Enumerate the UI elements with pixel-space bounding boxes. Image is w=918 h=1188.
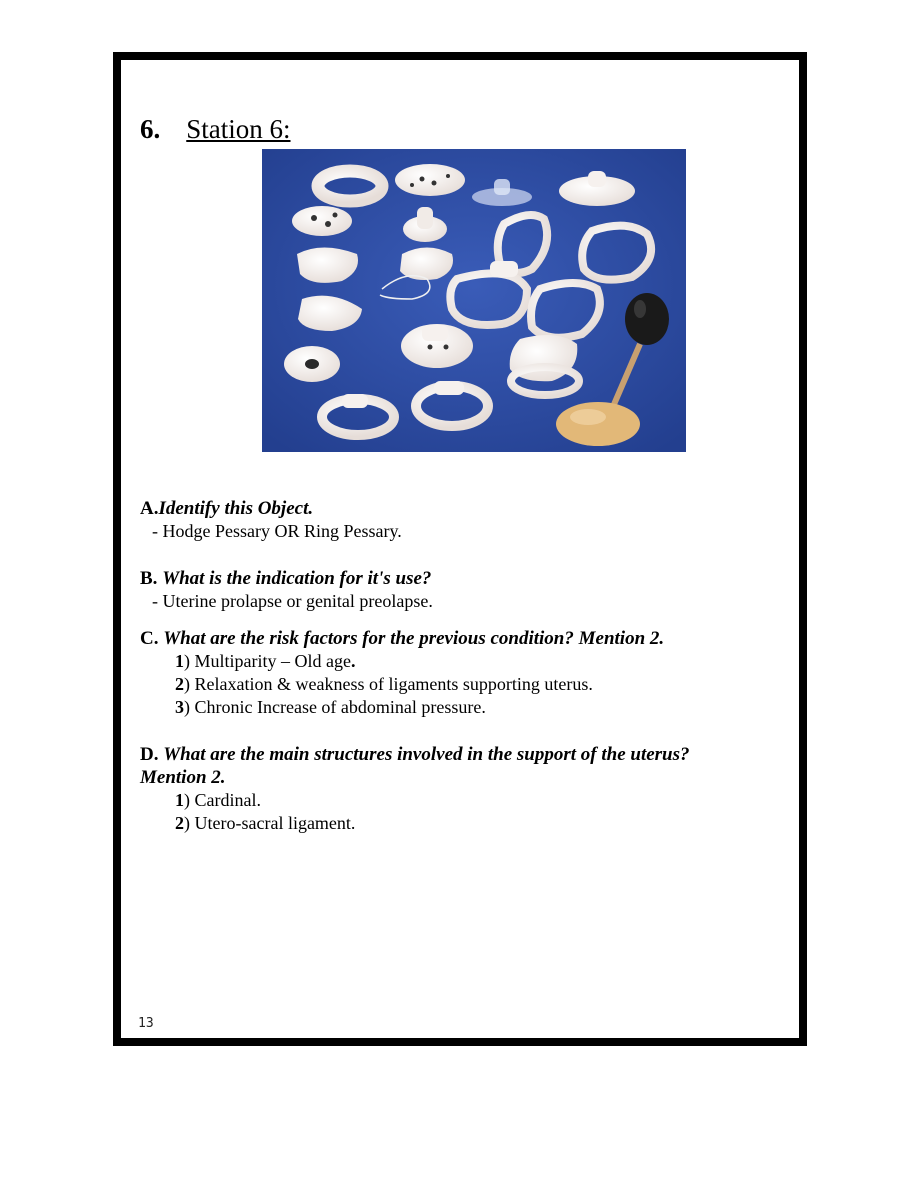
answer-a: - Hodge Pessary OR Ring Pessary.	[152, 521, 402, 541]
question-c	[140, 627, 664, 650]
question-c-text: What are the risk factors for the previous condition? Mention 2.	[163, 628, 665, 649]
question-b	[140, 567, 431, 590]
pessary-photo	[262, 149, 686, 452]
question-d-line2: Mention 2.	[140, 767, 226, 788]
question-d-letter: D.	[140, 744, 159, 765]
station-number: 6.	[140, 114, 161, 144]
station-title: Station 6:	[186, 114, 291, 144]
question-b-letter: B.	[140, 568, 158, 589]
station-heading	[140, 112, 291, 146]
answer-b: - Uterine prolapse or genital preolapse.	[152, 591, 433, 611]
question-a-text: Identify this Object.	[158, 498, 314, 519]
list-item: 3) Chronic Increase of abdominal pressure.	[175, 697, 486, 717]
question-a	[140, 497, 313, 520]
question-a-letter: A.	[140, 498, 159, 519]
question-b-text: What is the indication for it's use?	[162, 568, 432, 589]
list-item: 1) Multiparity – Old age.	[175, 651, 356, 671]
list-item: 2) Utero-sacral ligament.	[175, 813, 356, 833]
page-number: 13	[138, 1016, 154, 1031]
question-c-letter: C.	[140, 628, 159, 649]
question-d	[140, 743, 690, 766]
list-item: 2) Relaxation & weakness of ligaments supporting uterus.	[175, 674, 593, 694]
pessary-collection-image	[262, 149, 686, 452]
list-item: 1) Cardinal.	[175, 790, 261, 810]
question-d-text: What are the main structures involved in the support of the uterus?	[163, 744, 690, 765]
